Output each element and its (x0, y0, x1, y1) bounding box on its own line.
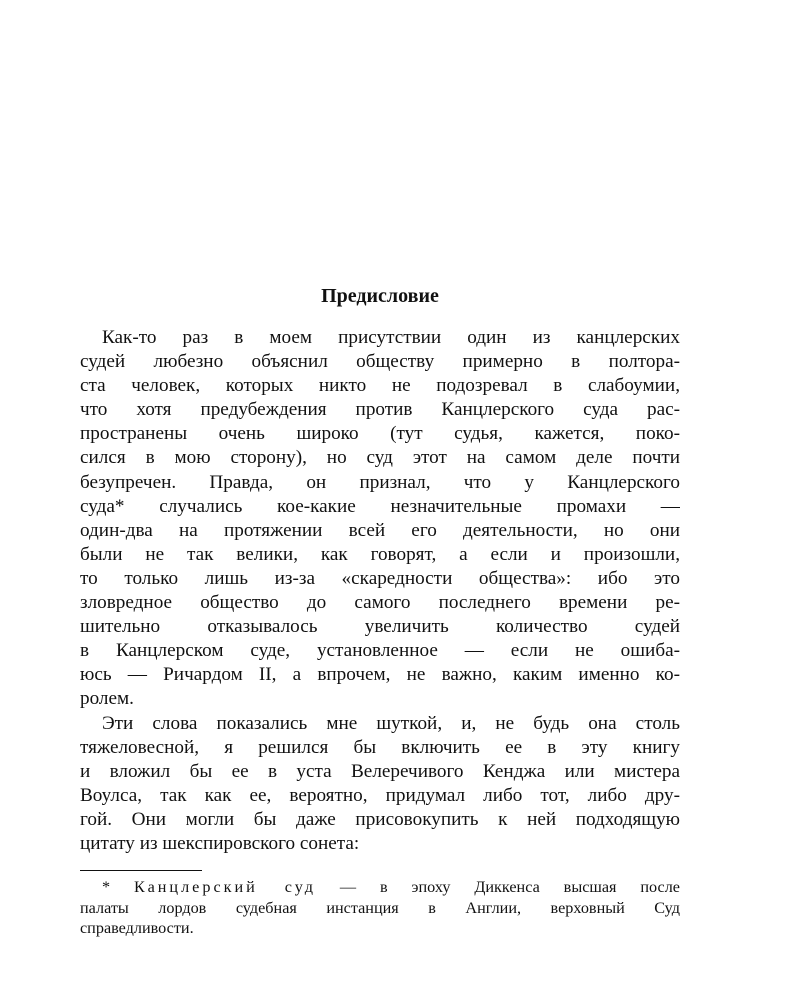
footnote-divider (80, 870, 202, 871)
text-line: то только лишь из-за «скаредности общества»: ибо это (80, 567, 680, 589)
text-line: безупречен. Правда, он признал, что у Канцлерского (80, 471, 680, 493)
footnote-line (80, 877, 680, 898)
text-line: и вложил бы ее в уста Велеречивого Кенджа или мистера (80, 760, 680, 782)
text-line: юсь — Ричардом II, а впрочем, не важно, каким именно ко- (80, 664, 680, 686)
page-title: Предисловие (321, 285, 439, 307)
text-line: Эти слова показались мне шуткой, и, не будь она столь (102, 712, 680, 734)
footnote-term: Канцлерский суд (134, 878, 317, 897)
text-line: в Канцлерском суде, установленное — если не ошиба- (80, 640, 680, 662)
text-line: что хотя предубеждения против Канцлерского суда рас- (80, 399, 680, 421)
text-line: один-два на протяжении всей его деятельности, но они (80, 519, 680, 541)
footnote (80, 877, 680, 939)
text-line: зловредное общество до самого последнего времени ре- (80, 592, 680, 614)
page-content (80, 282, 680, 939)
paragraph-2 (80, 712, 680, 857)
text-line: суда* случались кое-какие незначительные промахи — (80, 495, 680, 517)
paragraph-1 (80, 326, 680, 712)
text-line: были не так велики, как говорят, а если и произошли, (80, 543, 680, 565)
footnote-text: — в эпоху Диккенса высшая после (316, 878, 680, 897)
text-line: Как-то раз в моем присутствии один из канцлерских (102, 327, 680, 348)
footnote-line: справедливости. (80, 919, 194, 938)
text-line: Воулса, так как ее, вероятно, придумал либо тот, либо дру- (80, 784, 680, 806)
footnote-marker: * (102, 878, 111, 897)
text-line: цитату из шекспировского сонета: (80, 832, 360, 854)
text-line: тяжеловесной, я решился бы включить ее в эту книгу (80, 736, 680, 758)
text-line: пространены очень широко (тут судья, кажется, поко- (80, 423, 680, 445)
text-line: ролем. (80, 688, 134, 710)
text-line: гой. Они могли бы даже присовокупить к ней подходящую (80, 808, 680, 830)
text-line: шительно отказывалось увеличить количество судей (80, 616, 680, 638)
text-line: судей любезно объяснил обществу примерно в полтора- (80, 351, 680, 373)
text-line: ста человек, которых никто не подозревал в слабоумии, (80, 375, 680, 397)
text-line: сился в мою сторону), но суд этот на самом деле почти (80, 447, 680, 469)
footnote-line: палаты лордов судебная инстанция в Англии, верховный Суд (80, 898, 680, 917)
